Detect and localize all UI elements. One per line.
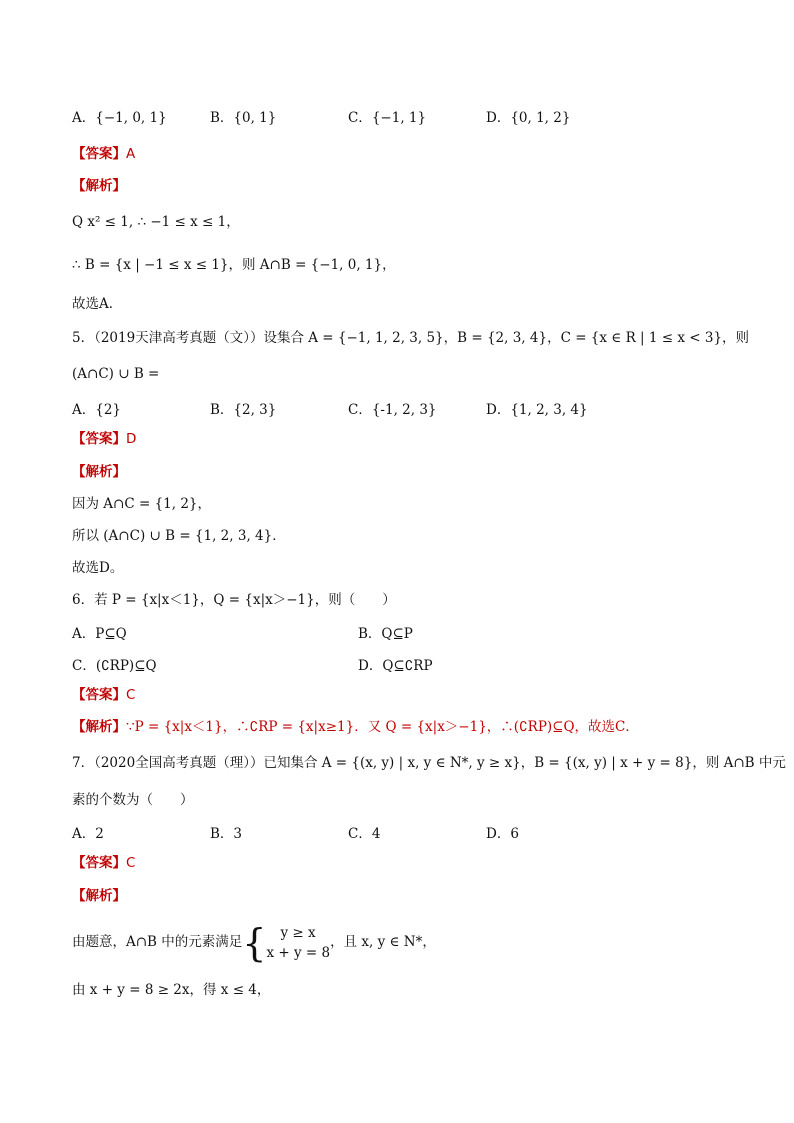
q4-option-b: B．{0, 1}	[210, 110, 277, 126]
q6-analysis	[72, 717, 734, 737]
q5-option-d: D．{1, 2, 3, 4}	[486, 402, 588, 418]
q4-option-c: C．{−1, 1}	[348, 110, 427, 126]
equation-system	[266, 923, 330, 963]
q6-option-d: D．Q⊆∁RP	[358, 658, 433, 674]
q7-option-d: D．6	[486, 826, 519, 842]
q7-option-b: B．3	[210, 826, 243, 842]
answer-value: A	[126, 146, 136, 162]
q4-analysis-line-2: ∴ B = {x | −1 ≤ x ≤ 1}，则 A∩B = {−1, 0, 1}，	[72, 257, 396, 273]
q7-stem-line-2: 素的个数为（ ）	[72, 792, 194, 808]
analysis-tag: 【解析】	[72, 719, 126, 735]
analysis-suffix: ，且 x, y ∈ N*，	[330, 934, 436, 950]
q5-option-c: C．{-1, 2, 3}	[348, 402, 437, 418]
q7-stem-line-1: 7．（2020全国高考真题（理））已知集合 A = {(x, y) | x, y ∈ N*, y ≥ x}，B = {(x, y) | x + y = 8}，则 A∩B 中元	[72, 755, 786, 771]
answer-tag: 【答案】	[72, 146, 126, 162]
q5-analysis-line-3: 故选D。	[72, 560, 124, 576]
answer-tag: 【答案】	[72, 855, 126, 871]
q5-analysis-line-1: 因为 A∩C = {1, 2}，	[72, 496, 212, 512]
answer-value: D	[126, 431, 137, 447]
q5-stem-line-2: (A∩C) ∪ B =	[72, 366, 160, 382]
system-row-1: y ≥ x	[280, 924, 316, 941]
q7-analysis-line-1	[72, 918, 734, 966]
system-row-2: x + y = 8	[266, 944, 331, 961]
q7-option-a: A．2	[72, 826, 104, 842]
q5-option-b: B．{2, 3}	[210, 402, 277, 418]
q7-option-c: C．4	[348, 826, 381, 842]
q5-analysis-line-2: 所以 (A∩C) ∪ B = {1, 2, 3, 4}．	[72, 528, 286, 544]
q4-analysis-line-1: Q x² ≤ 1, ∴ −1 ≤ x ≤ 1，	[72, 214, 240, 230]
q6-stem: 6．若 P = {x|x＜1}，Q = {x|x＞−1}，则（ ）	[72, 592, 396, 608]
q6-option-b: B．Q⊆P	[358, 626, 413, 642]
q4-option-d: D．{0, 1, 2}	[486, 110, 571, 126]
q4-option-a: A．{−1, 0, 1}	[72, 110, 167, 126]
q6-answer	[72, 685, 734, 705]
answer-tag: 【答案】	[72, 431, 126, 447]
q5-stem-line-1: 5．（2019天津高考真题（文））设集合 A = {−1, 1, 2, 3, 5}，B = {2, 3, 4}，C = {x ∈ R | 1 ≤ x < 3}，则	[72, 330, 750, 346]
q5-answer	[72, 429, 734, 449]
q4-answer	[72, 144, 734, 164]
q6-option-c: C．(∁RP)⊆Q	[72, 658, 157, 674]
q7-answer	[72, 853, 734, 873]
analysis-prefix: 由题意，A∩B 中的元素满足	[72, 934, 243, 950]
analysis-text: ∵P = {x|x＜1}，∴∁RP = {x|x≥1}．又 Q = {x|x＞−1}，∴(∁RP)⊆Q，故选C．	[126, 719, 639, 735]
system-brace: {	[242, 920, 267, 965]
q4-analysis-tag: 【解析】	[72, 178, 126, 194]
answer-tag: 【答案】	[72, 687, 126, 703]
answer-value: C	[126, 687, 136, 703]
q5-option-a: A．{2}	[72, 402, 122, 418]
q5-analysis-tag: 【解析】	[72, 464, 126, 480]
answer-value: C	[126, 855, 136, 871]
q7-analysis-line-2: 由 x + y = 8 ≥ 2x，得 x ≤ 4，	[72, 982, 271, 998]
q4-analysis-line-3: 故选A．	[72, 296, 123, 312]
q7-analysis-tag: 【解析】	[72, 888, 126, 904]
q6-option-a: A．P⊆Q	[72, 626, 127, 642]
